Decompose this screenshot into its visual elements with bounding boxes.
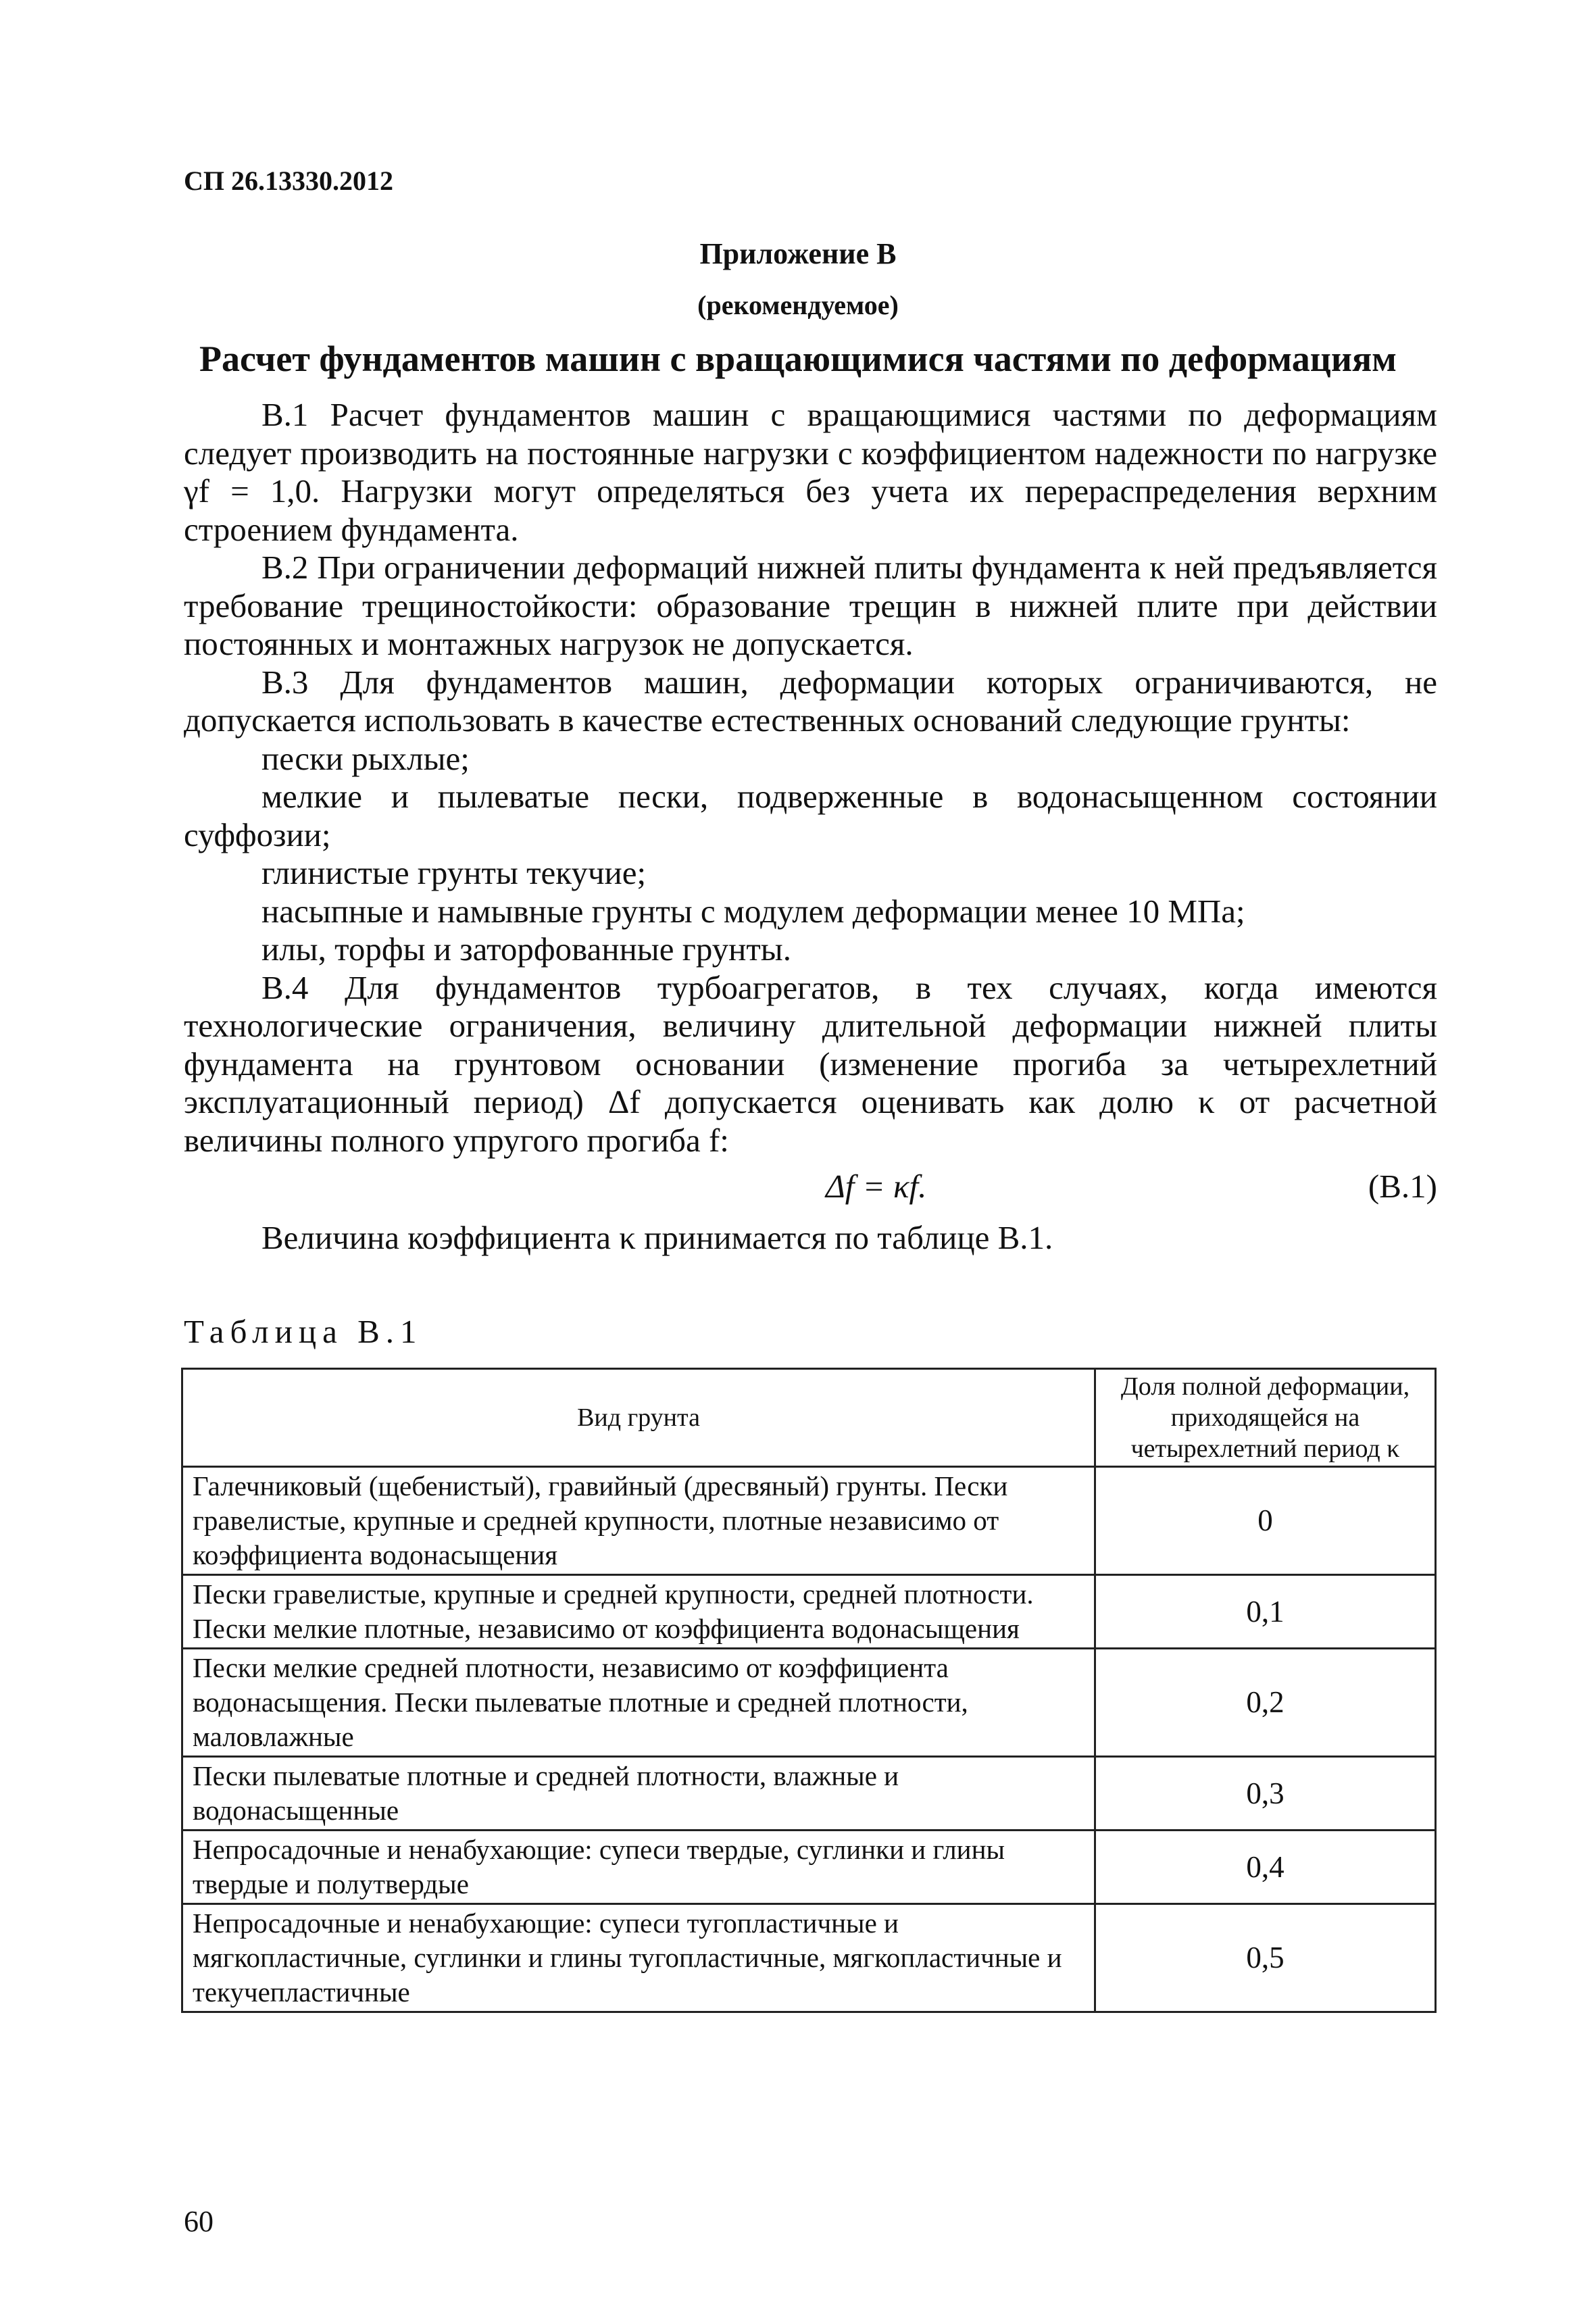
k-cell: 0,5: [1095, 1904, 1436, 2012]
soil-cell: Пески пылеватые плотные и средней плотности, влажные и водонасыщенные: [182, 1757, 1095, 1831]
header-soil-type: Вид грунта: [182, 1369, 1095, 1467]
soil-cell: Галечниковый (щебенистый), гравийный (дресвяный) грунты. Пески гравелистые, крупные и средней крупности, плотные независимо от коэффициента водонасыщения: [182, 1467, 1095, 1575]
k-cell: 0,3: [1095, 1757, 1436, 1831]
soil-cell: Пески мелкие средней плотности, независимо от коэффициента водонасыщения. Пески пылеватые плотные и средней плотности, маловлажные: [182, 1649, 1095, 1757]
table-row: [182, 1904, 1436, 2012]
appendix-title: Приложение В: [699, 237, 897, 270]
k-cell: 0,2: [1095, 1649, 1436, 1757]
list-item: насыпные и намывные грунты с модулем деформации менее 10 МПа;: [261, 892, 1245, 930]
page-number: 60: [184, 2205, 214, 2238]
table-row: [182, 1649, 1436, 1757]
paragraph-b3: В.3 Для фундаментов машин, деформации которых ограничиваются, не допускается использовать в качестве естественных оснований следующие грунты:: [184, 663, 1437, 739]
soil-cell: Непросадочные и ненабухающие: супеси твердые, суглинки и глины твердые и полутвердые: [182, 1831, 1095, 1904]
table-row: [182, 1831, 1436, 1904]
table-row: [182, 1467, 1436, 1575]
paragraph-b1: В.1 Расчет фундаментов машин с вращающимися частями по деформациям следует производить на постоянные нагрузки с коэффициентом надежности по нагрузке γf = 1,0. Нагрузки могут определяться без учета их перераспределения верхним строением фундамента.: [184, 396, 1437, 548]
table-header-row: [182, 1369, 1436, 1467]
list-item: мелкие и пылеватые пески, подверженные в водонасыщенном состоянии суффозии;: [184, 778, 1437, 853]
formula-number: (В.1): [1368, 1168, 1437, 1205]
k-cell: 0,4: [1095, 1831, 1436, 1904]
table-caption: Таблица В.1: [184, 1313, 423, 1350]
formula-row: [184, 1165, 1437, 1216]
table-row: [182, 1757, 1436, 1831]
k-cell: 0,1: [1095, 1575, 1436, 1649]
body-text: [184, 396, 1437, 1258]
list-item: пески рыхлые;: [261, 739, 470, 777]
appendix-subtitle: (рекомендуемое): [697, 290, 899, 320]
list-item: илы, торфы и заторфованные грунты.: [261, 930, 791, 968]
table-row: [182, 1575, 1436, 1649]
k-cell: 0: [1095, 1467, 1436, 1575]
header-deformation-share: Доля полной деформации, приходящейся на четырехлетний период κ: [1095, 1369, 1436, 1467]
paragraph-b4: В.4 Для фундаментов турбоагрегатов, в тех случаях, когда имеются технологические ограничения, величину длительной деформации нижней плиты фундамента на грунтовом основании (изменение прогиба за четырехлетний эксплуатационный период) Δf допускается оценивать как долю κ от расчетной величины полного упругого прогиба f:: [184, 968, 1437, 1159]
formula: Δf = κf.: [826, 1168, 927, 1205]
paragraph-b2: В.2 При ограничении деформаций нижней плиты фундамента к ней предъявляется требование трещиностойкости: образование трещин в нижней плите при действии постоянных и монтажных нагрузок не допускается.: [184, 549, 1437, 662]
section-heading: Расчет фундаментов машин с вращающимися частями по деформациям: [199, 339, 1397, 379]
soil-coefficient-table: [181, 1368, 1437, 2013]
document-code: СП 26.13330.2012: [184, 166, 393, 196]
list-item: глинистые грунты текучие;: [261, 854, 647, 891]
soil-cell: Пески гравелистые, крупные и средней крупности, средней плотности. Пески мелкие плотные, независимо от коэффициента водонасыщения: [182, 1575, 1095, 1649]
soil-cell: Непросадочные и ненабухающие: супеси тугопластичные и мягкопластичные, суглинки и глины тугопластичные, мягкопластичные и текучепластичные: [182, 1904, 1095, 2012]
paragraph-table-ref: Величина коэффициента κ принимается по таблице В.1.: [261, 1219, 1053, 1256]
